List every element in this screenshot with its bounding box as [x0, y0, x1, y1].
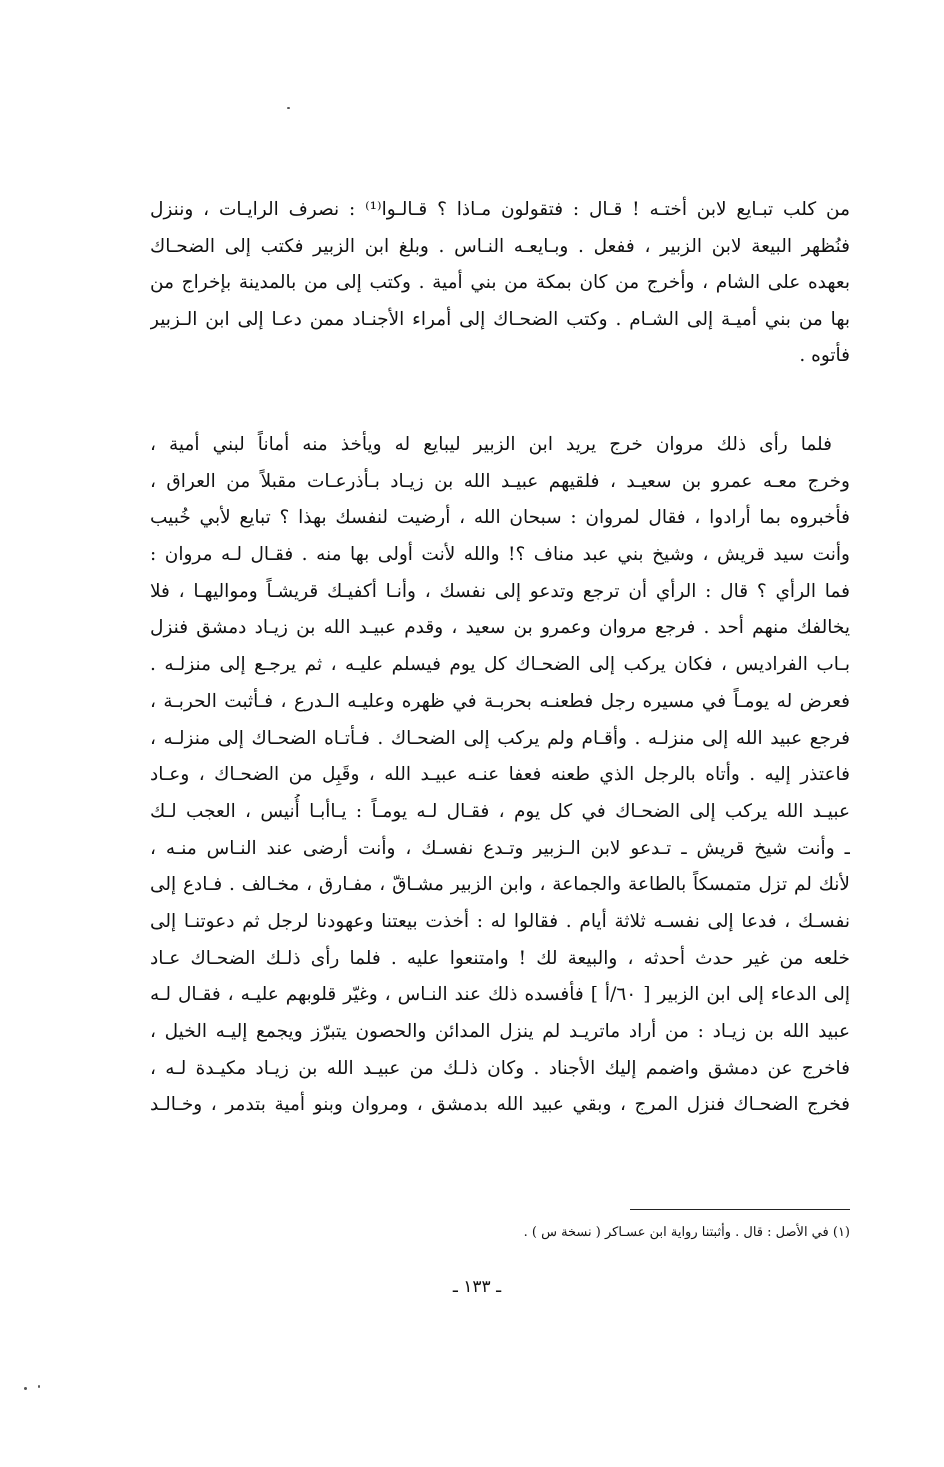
- text-line: بـاب الفراديس ، فكان يركب إلى الضحـاك كل يوم فيسلم عليـه ، ثم يرجـع إلى منزلـه .: [150, 654, 850, 676]
- text-line: فما الرأي ؟ قال : الرأي أن ترجع وتدعو إلى نفسك ، وأنـا أكفيـك قريشـاً ومواليهـا ، فلا: [150, 580, 850, 602]
- text-line: عبيد الله بن زيـاد : من أراد ماتريـد لم ينزل المدائن والحصون يتبرّز ويجمع إليـه الخيل ،: [150, 1021, 850, 1042]
- footnote: (١) في الأصل : قال . وأثبتنا رواية ابن عسـاكر ( نسخة س ) .: [523, 1225, 850, 1240]
- footnote-divider: [630, 1209, 850, 1210]
- text-line: وأنت سيد قريش ، وشيخ بني عبد مناف ؟! والله لأنت أولى بها منه . فقـال لـه مروان :: [150, 544, 850, 566]
- text-line: فرجع عبيد الله إلى منزلـه . وأقـام ولم يركب إلى الضحـاك . فـأتـاه الضحـاك إلى منزلـه ،: [150, 727, 850, 749]
- paragraph-2: [150, 427, 850, 1124]
- text-line: فعرض له يومـاً في مسيره رجل فطعنـه بحربـة في ظهره وعليـه الـدرع ، فـأثبت الحربـة ،: [150, 690, 850, 712]
- text-line: فأخبروه بما أرادوا ، فقال لمروان : سبحان الله ، أرضيت لنفسك بهذا ؟ تبايع لأبي خُبيب: [150, 507, 850, 529]
- text-line: لأنك لم تزل متمسكاً بالطاعة والجماعة ، وابن الزبير مشـاقّ ، مفـارق ، مخـالف . فـادع إلى: [150, 874, 850, 896]
- paragraph-1: [150, 192, 850, 375]
- scan-speck: [38, 1385, 40, 1388]
- text-line: إلى الدعاء إلى ابن الزبير [ ٦٠/أ ] فأفسده ذلك عند النـاس ، وغيّر قلوبهم عليـه ، فقـال لـه: [150, 984, 850, 1006]
- scan-speck: [24, 1387, 27, 1390]
- text-line: بها من بني أميـة إلى الشـام . وكتب الضحـاك إلى أمراء الأجنـاد ممن دعـا إلى ابن الـزبير: [150, 308, 850, 330]
- text-line: فأتوه .: [799, 345, 850, 367]
- text-line: فلما رأى ذلك مروان خرج يريد ابن الزبير ليبايع له ويأخذ منه أماناً لبني أمية ،: [150, 434, 832, 455]
- scan-speck: [287, 107, 290, 109]
- text-line: نفسـك ، فدعا إلى نفسـه ثلاثة أيام . فقالوا له : أخذت بيعتنا وعهودنا لرجل ثم دعوتنـا إلى: [150, 910, 850, 932]
- text-line: فنُظهر البيعة لابن الزبير ، ففعل . وبـايعـه النـاس . وبلغ ابن الزبير فكتب إلى الضحـاك: [150, 235, 850, 257]
- text-line: من كلب تبـايع لابن أختـه ! قـال : فتقولون مـاذا ؟ قـالـوا⁽¹⁾ : نصرف الرايـات ، وننزل: [150, 199, 850, 220]
- text-line: خلعه من غير حدث أحدثه ، والبيعة لك ! وامتنعوا عليه . فلما رأى ذلـك الضحـاك عـاد: [150, 947, 850, 969]
- text-line: فاخرج عن دمشق واضمم إليك الأجناد . وكان ذلـك من عبيـد الله بن زيـاد مكيـدة لـه ،: [150, 1057, 850, 1079]
- text-line: عبيـد الله يركب إلى الضحـاك في كل يوم ، فقـال لـه يومـاً : يـاأبـا أُنيس ، العجب لـك: [150, 800, 850, 822]
- text-line: فاعتذر إليه . وأتاه بالرجل الذي طعنه فعفا عنـه عبيـد الله ، وقَبِل من الضحـاك ، وعـاد: [150, 764, 850, 786]
- text-line: بعهده على الشام ، وأخرج من كان بمكة من بني أمية . وكتب إلى من بالمدينة بإخراج من: [150, 272, 850, 294]
- text-line: ـ وأنت شيخ قريش ـ تـدعو لابن الـزبير وتـدع نفسـك ، وأنت أرضى عند النـاس منـه ،: [150, 837, 850, 859]
- text-line: يخالفك منهم أحد . فرجع مروان وعمرو بن سعيد ، وقدم عبيـد الله بن زيـاد دمشق فنزل: [150, 617, 850, 639]
- text-line: فخرج الضحـاك فنزل المرج ، وبقي عبيد الله بدمشق ، ومروان وبنو أمية بتدمر ، وخـالـد: [150, 1094, 850, 1116]
- page-number: ـ ١٣٣ ـ: [452, 1277, 502, 1297]
- text-line: وخرج معـه عمرو بن سعيـد ، فلقيهم عبيـد الله بن زيـاد بـأذرعـات مقبلاً من العراق ،: [150, 470, 850, 492]
